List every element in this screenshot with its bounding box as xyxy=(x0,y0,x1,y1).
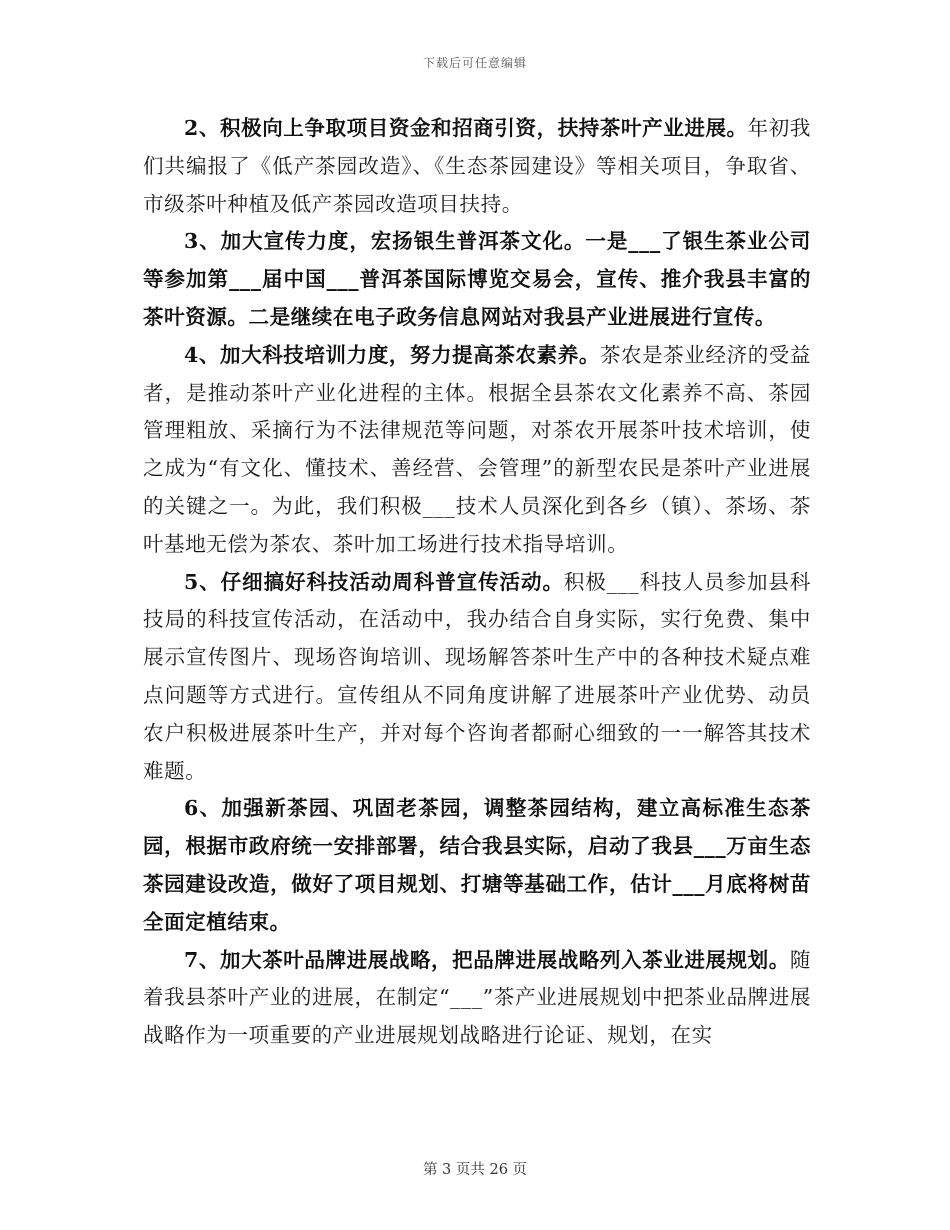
paragraph-heading: 7、加大茶叶品牌进展战略，把品牌进展战略列入茶业进展规划。 xyxy=(184,947,790,972)
paragraph-heading: 4、加大科技培训力度，努力提高茶农素养。 xyxy=(184,342,600,367)
page-header: 下载后可任意编辑 xyxy=(422,56,527,70)
paragraph-heading: 6、加强新茶园、巩固老茶园，调整茶园结构，建立高标准生态茶园，根据市政府统一安排部署，结合我县实际，启动了我县___万亩生态茶园建设改造，做好了项目规划、打塘等基础工作，估计___月底将树苗全面定植结束。 xyxy=(143,796,811,934)
paragraph-2 xyxy=(143,110,811,223)
paragraph-5 xyxy=(143,564,811,791)
paragraph-text: 积极___科技人员参加县科技局的科技宣传活动，在活动中，我办结合自身实际，实行免费、集中展示宣传图片、现场咨询培训、现场解答茶叶生产中的各种技术疑点难点问题等方式进行。宣传组从不同角度讲解了进展茶叶产业优势、动员农户积极进展茶叶生产，并对每个咨询者都耐心细致的一一解答其技术难题。 xyxy=(143,569,811,783)
paragraph-4 xyxy=(143,337,811,564)
paragraph-text: 年初我们共编报了《低产茶园改造》、《生态茶园建设》等相关项目，争取省、市级茶叶种植及低产茶园改造项目扶持。 xyxy=(143,116,811,216)
paragraph-3 xyxy=(143,223,811,336)
paragraph-heading: 3、加大宣传力度，宏扬银生普洱茶文化。一是___了银生茶业公司等参加第___届中国___普洱茶国际博览交易会，宣传、推介我县丰富的茶叶资源。二是继续在电子政务信息网站对我县产业进展进行宣传。 xyxy=(143,229,811,329)
document-body xyxy=(143,110,811,1055)
paragraph-7 xyxy=(143,942,811,1055)
page-number-footer: 第 3 页共 26 页 xyxy=(422,1162,528,1178)
paragraph-heading: 5、仔细搞好科技活动周科普宣传活动。 xyxy=(184,569,564,594)
paragraph-heading: 2、积极向上争取项目资金和招商引资，扶持茶叶产业进展。 xyxy=(184,116,748,140)
paragraph-6 xyxy=(143,790,811,941)
paragraph-text: 随着我县茶叶产业的进展，在制定“___”茶产业进展规划中把茶业品牌进展战略作为一项重要的产业进展规划战略进行论证、规划，在实 xyxy=(143,947,811,1048)
paragraph-text: 茶农是茶业经济的受益者，是推动茶叶产业化进程的主体。根据全县茶农文化素养不高、茶园管理粗放、采摘行为不法律规范等问题，对茶农开展茶叶技术培训，使之成为“有文化、懂技术、善经营、会管理”的新型农民是茶叶产业进展的关键之一。为此，我们积极___技术人员深化到各乡（镇）、茶场、茶叶基地无偿为茶农、茶叶加工场进行技术指导培训。 xyxy=(143,342,812,556)
